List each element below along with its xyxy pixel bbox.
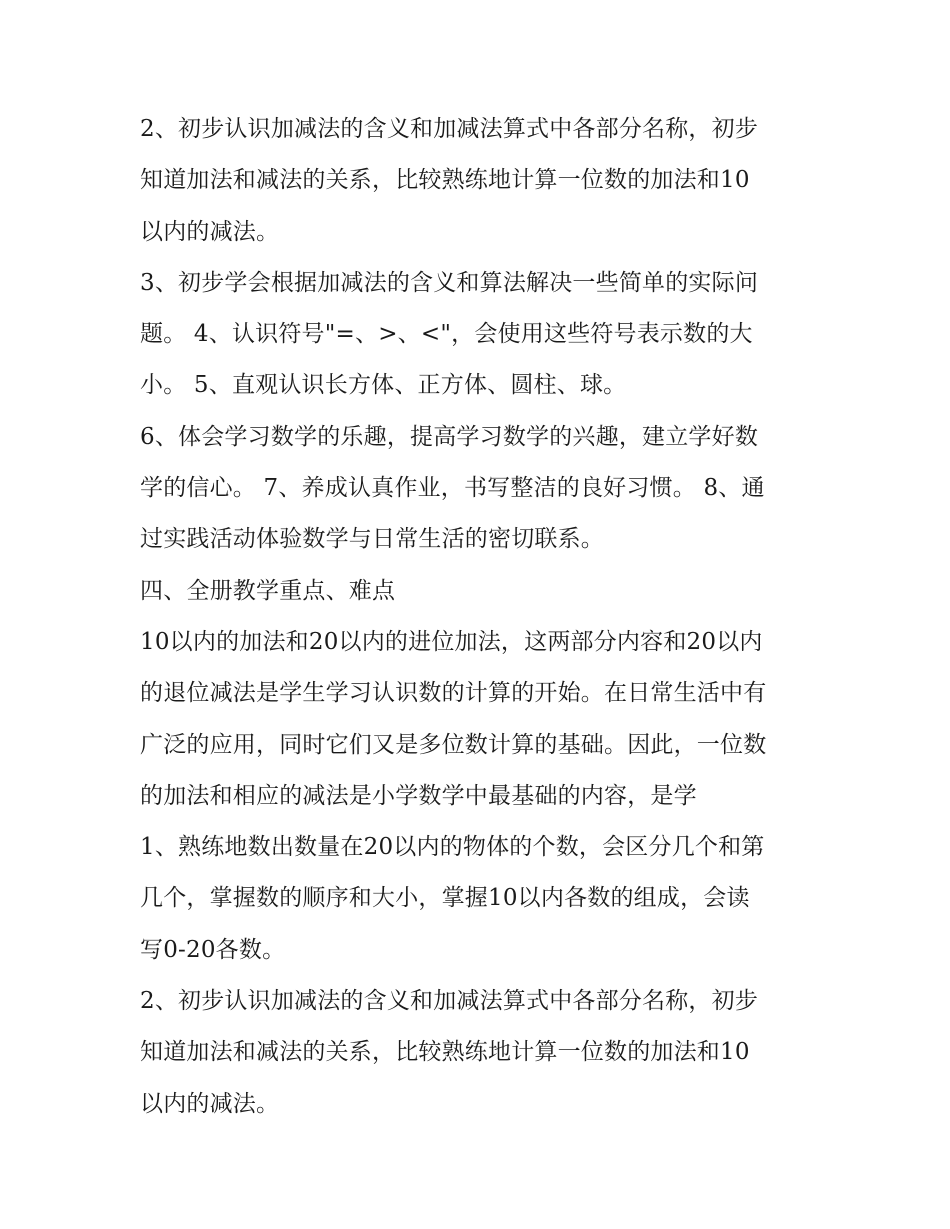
text-line: 的退位减法是学生学习认识数的计算的开始。在日常生活中有 bbox=[140, 680, 767, 707]
text-line: 小。 5、直观认识长方体、正方体、圆柱、球。 bbox=[140, 372, 627, 399]
text-line: 的加法和相应的减法是小学数学中最基础的内容，是学 bbox=[140, 782, 697, 809]
document-body bbox=[140, 104, 820, 1130]
text-line: 2、初步认识加减法的含义和加减法算式中各部分名称，初步 bbox=[140, 116, 759, 142]
text-line: 以内的减法。 bbox=[140, 218, 280, 245]
text-line: 过实践活动体验数学与日常生活的密切联系。 bbox=[140, 526, 604, 553]
text-line: 题。 4、认识符号"=、>、<"，会使用这些符号表示数的大 bbox=[140, 321, 753, 348]
section-heading: 四、全册教学重点、难点 bbox=[140, 577, 396, 604]
text-line: 知道加法和减法的关系，比较熟练地计算一位数的加法和10 bbox=[140, 1039, 750, 1066]
text-line: 学的信心。 7、养成认真作业，书写整洁的良好习惯。 8、通 bbox=[140, 475, 765, 502]
text-line: 1、熟练地数出数量在20以内的物体的个数，会区分几个和第 bbox=[140, 834, 765, 861]
text-line: 6、体会学习数学的乐趣，提高学习数学的兴趣，建立学好数 bbox=[140, 423, 759, 450]
text-line: 知道加法和减法的关系，比较熟练地计算一位数的加法和10 bbox=[140, 167, 750, 194]
text-line: 几个，掌握数的顺序和大小，掌握10以内各数的组成，会读 bbox=[140, 885, 750, 912]
text-line: 广泛的应用，同时它们又是多位数计算的基础。因此，一位数 bbox=[140, 731, 767, 758]
text-line: 写0-20各数。 bbox=[140, 936, 286, 963]
text-line: 3、初步学会根据加减法的含义和算法解决一些简单的实际问 bbox=[140, 269, 759, 296]
text-line: 2、初步认识加减法的含义和加减法算式中各部分名称，初步 bbox=[140, 988, 759, 1015]
text-line: 10以内的加法和20以内的进位加法，这两部分内容和20以内 bbox=[140, 628, 763, 655]
text-line: 以内的减法。 bbox=[140, 1090, 280, 1117]
